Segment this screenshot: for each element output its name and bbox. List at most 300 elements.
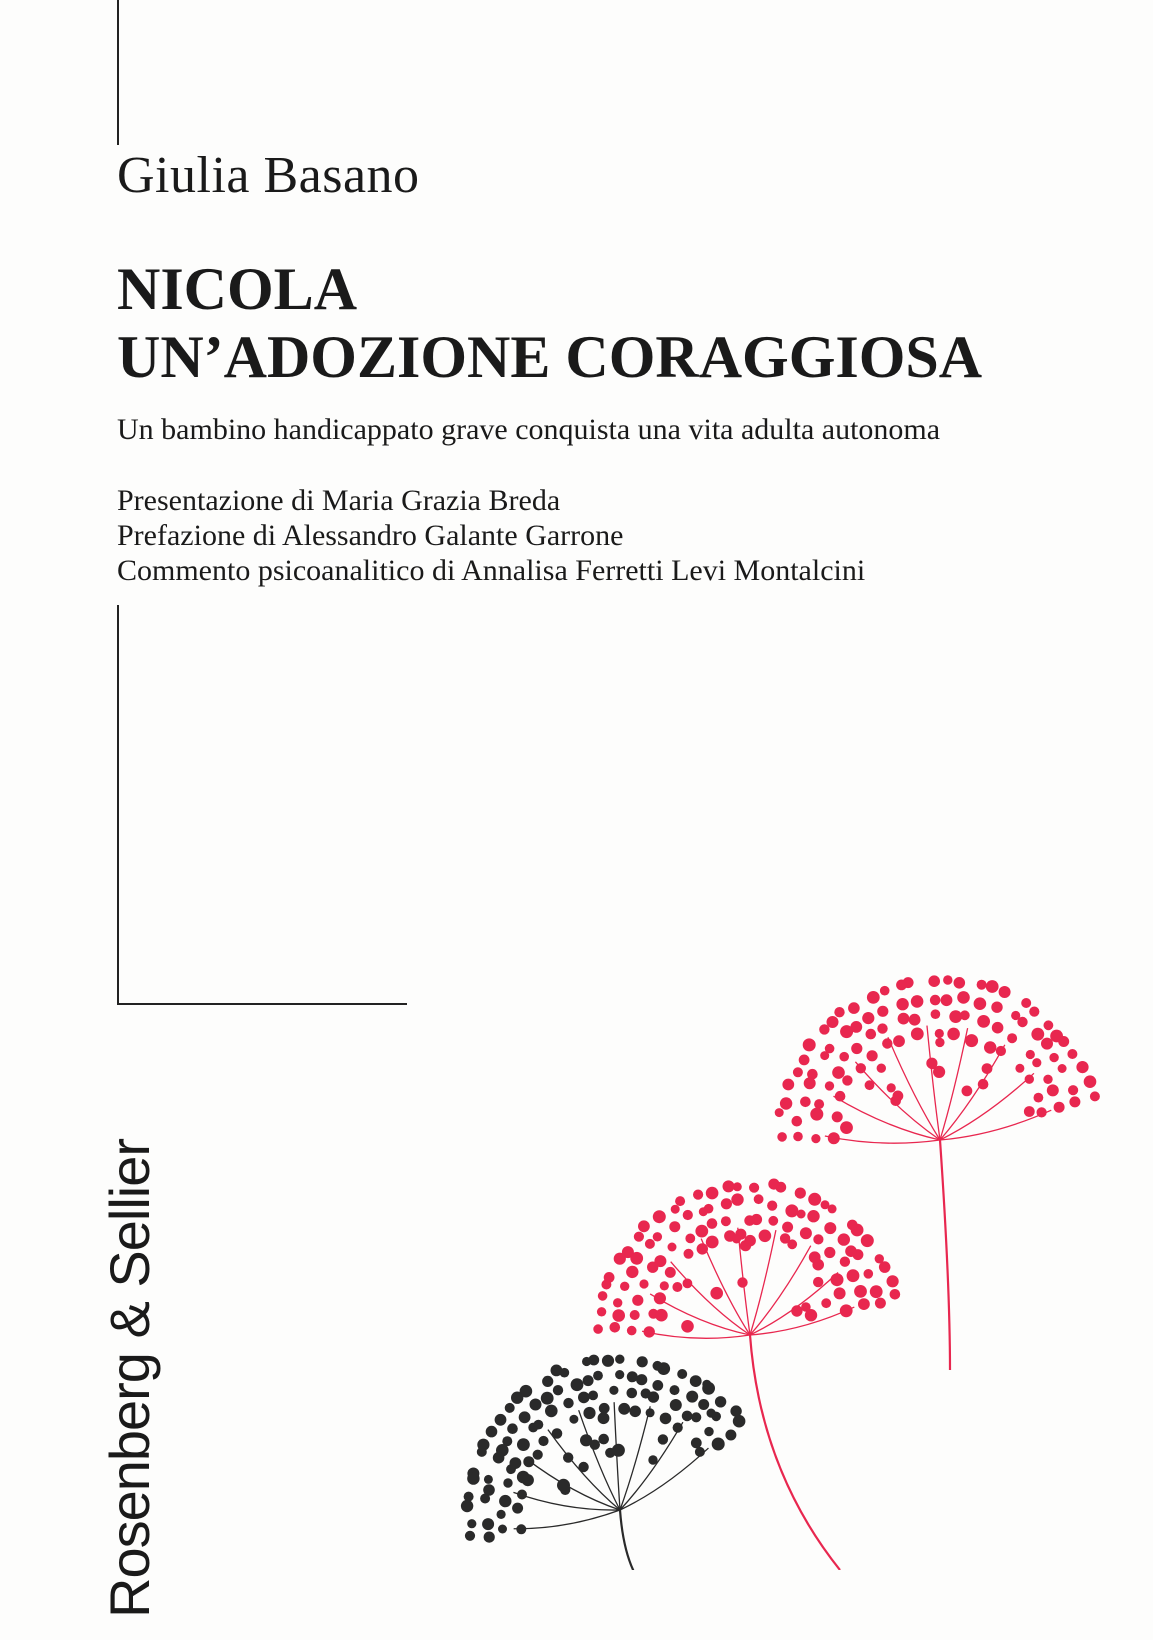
middle-red-umbel-floret	[875, 1298, 886, 1309]
large-red-umbel-floret	[840, 1025, 853, 1038]
large-red-umbel-floret	[1032, 1058, 1041, 1067]
large-red-umbel-floret	[811, 1134, 820, 1143]
large-red-umbel-floret	[909, 1014, 921, 1026]
large-red-umbel-floret	[777, 1132, 787, 1142]
large-red-umbel-floret	[810, 1108, 823, 1121]
large-red-umbel-floret	[866, 1029, 877, 1040]
large-red-umbel-floret	[832, 1066, 845, 1079]
middle-red-umbel-floret	[654, 1292, 666, 1304]
large-red-umbel-ray	[825, 1136, 940, 1143]
large-red-umbel-floret	[880, 986, 890, 996]
dark-umbel-floret	[528, 1423, 538, 1433]
middle-red-umbel-floret	[737, 1277, 747, 1287]
middle-red-umbel-floret	[732, 1235, 741, 1244]
middle-red-umbel-floret	[671, 1205, 680, 1214]
middle-red-umbel-floret	[808, 1193, 821, 1206]
middle-red-umbel-floret	[668, 1243, 677, 1252]
large-red-umbel-floret	[877, 1006, 888, 1017]
dark-umbel-floret	[563, 1398, 573, 1408]
horizontal-rule	[117, 1003, 407, 1005]
large-red-umbel-floret	[996, 1046, 1006, 1056]
large-red-umbel-floret	[911, 1028, 924, 1041]
middle-red-umbel-floret	[870, 1285, 883, 1298]
middle-red-umbel-floret	[780, 1233, 790, 1243]
middle-red-umbel-floret	[647, 1262, 658, 1273]
large-red-umbel-floret	[828, 1132, 840, 1144]
credit-preface: Prefazione di Alessandro Galante Garrone	[117, 519, 624, 552]
large-red-umbel-floret	[986, 980, 999, 993]
dark-umbel-floret	[467, 1472, 479, 1484]
large-red-umbel-floret	[947, 1028, 960, 1041]
middle-red-umbel-floret	[723, 1180, 735, 1192]
middle-red-umbel-floret	[813, 1234, 823, 1244]
large-red-umbel-floret	[793, 1067, 803, 1077]
dark-umbel-floret	[507, 1423, 518, 1434]
dark-umbel-floret	[599, 1403, 610, 1414]
dark-umbel-floret	[598, 1434, 609, 1445]
dark-umbel-floret	[465, 1531, 475, 1541]
middle-red-umbel-floret	[840, 1304, 853, 1317]
large-red-umbel-floret	[893, 1035, 905, 1047]
large-red-umbel-floret	[804, 1077, 816, 1089]
dark-umbel-floret	[677, 1369, 687, 1379]
middle-red-umbel-floret	[706, 1187, 719, 1200]
middle-red-umbel-floret	[768, 1179, 779, 1190]
large-red-umbel-floret	[974, 997, 987, 1010]
large-red-umbel-floret	[982, 1063, 993, 1074]
dark-umbel-floret	[499, 1495, 511, 1507]
dark-umbel-floret	[545, 1405, 558, 1418]
dark-umbel-floret	[682, 1411, 693, 1422]
middle-red-umbel-floret	[695, 1225, 708, 1238]
dark-umbel-floret	[627, 1388, 638, 1399]
middle-red-umbel-floret	[854, 1285, 867, 1298]
dark-umbel-floret	[467, 1519, 476, 1528]
middle-red-umbel-floret	[620, 1282, 629, 1291]
middle-red-umbel-floret	[612, 1309, 625, 1322]
middle-red-umbel-floret	[744, 1235, 756, 1247]
large-red-umbel-floret	[1021, 998, 1031, 1008]
middle-red-umbel-floret	[660, 1281, 669, 1290]
large-red-umbel-floret	[842, 1075, 852, 1085]
dark-umbel-floret	[571, 1378, 584, 1391]
middle-red-umbel-floret	[706, 1236, 719, 1249]
dark-umbel-floret	[704, 1427, 713, 1436]
dark-umbel-floret	[486, 1426, 498, 1438]
dark-umbel-floret	[627, 1371, 638, 1382]
middle-red-umbel-floret	[847, 1269, 860, 1282]
large-red-umbel-floret	[819, 1024, 829, 1034]
middle-red-umbel-floret	[610, 1322, 621, 1333]
middle-red-umbel-floret	[665, 1267, 676, 1278]
large-red-umbel-floret	[835, 1091, 846, 1102]
dark-umbel-floret	[691, 1438, 702, 1449]
large-red-umbel-floret	[1049, 1053, 1058, 1062]
dark-umbel-floret	[712, 1438, 725, 1451]
dark-umbel-floret	[480, 1494, 490, 1504]
middle-red-umbel-floret	[840, 1257, 850, 1267]
middle-red-umbel-floret	[638, 1220, 650, 1232]
middle-red-umbel-floret	[632, 1295, 643, 1306]
credit-commentary: Commento psicoanalitico di Annalisa Ferretti Levi Montalcini	[117, 554, 866, 587]
dark-umbel-floret	[493, 1452, 505, 1464]
large-red-umbel-floret	[992, 1022, 1004, 1034]
dark-umbel-floret	[551, 1365, 563, 1377]
large-red-umbel-floret	[1011, 1011, 1020, 1020]
middle-red-umbel-floret	[644, 1326, 655, 1337]
dark-umbel-floret	[516, 1524, 526, 1534]
dark-umbel-floret	[461, 1500, 473, 1512]
dark-umbel-floret	[598, 1412, 610, 1424]
large-red-umbel-floret	[1026, 1050, 1035, 1059]
large-red-umbel-floret	[954, 977, 966, 989]
large-red-umbel-floret	[935, 1029, 944, 1038]
middle-red-umbel-floret	[672, 1282, 682, 1292]
title-line-2: UN’ADOZIONE CORAGGIOSA	[117, 324, 983, 390]
middle-red-umbel-ray	[750, 1246, 811, 1335]
middle-red-umbel-floret	[744, 1215, 755, 1226]
dark-umbel-floret	[542, 1376, 553, 1387]
middle-red-umbel-floret	[800, 1227, 812, 1239]
vertical-rule-top	[117, 0, 119, 145]
middle-red-umbel-floret	[593, 1324, 603, 1334]
large-red-umbel-floret	[887, 1083, 896, 1092]
large-red-umbel-floret	[1067, 1049, 1077, 1059]
vertical-rule-middle	[117, 605, 119, 1005]
large-red-umbel-floret	[792, 1116, 803, 1127]
dark-umbel-floret	[563, 1452, 573, 1462]
middle-red-umbel-floret	[767, 1201, 777, 1211]
large-red-umbel-floret	[800, 1097, 811, 1108]
middle-red-umbel-floret	[858, 1298, 870, 1310]
large-red-umbel-floret	[1058, 1064, 1067, 1073]
large-red-umbel-floret	[1024, 1106, 1035, 1117]
dark-umbel-floret	[629, 1406, 641, 1418]
large-red-umbel-stem	[940, 1140, 950, 1370]
middle-red-umbel-floret	[731, 1193, 743, 1205]
dark-umbel-floret	[730, 1405, 741, 1416]
dark-umbel-floret	[512, 1503, 523, 1514]
dark-umbel-floret	[552, 1428, 563, 1439]
large-red-umbel-floret	[1031, 1028, 1044, 1041]
middle-red-umbel-floret	[601, 1280, 611, 1290]
dark-umbel-floret	[541, 1392, 554, 1405]
dark-umbel-floret	[530, 1399, 542, 1411]
large-red-umbel-floret	[935, 1038, 944, 1047]
large-red-umbel-floret	[775, 1108, 784, 1117]
middle-red-umbel-floret	[627, 1326, 637, 1336]
dark-umbel-floret	[673, 1423, 683, 1433]
dark-umbel-floret	[733, 1415, 746, 1428]
dark-umbel-floret	[533, 1450, 543, 1460]
middle-red-umbel-floret	[813, 1277, 823, 1287]
dark-umbel-floret	[553, 1385, 563, 1395]
large-red-umbel-floret	[896, 998, 908, 1010]
middle-red-umbel-floret	[655, 1309, 668, 1322]
dark-umbel-floret	[605, 1448, 615, 1458]
large-red-umbel-floret	[1025, 1075, 1034, 1084]
large-red-umbel-floret	[928, 975, 940, 987]
dark-umbel-floret	[658, 1434, 668, 1444]
dark-umbel-floret	[588, 1391, 598, 1401]
dark-umbel-floret	[484, 1532, 495, 1543]
large-red-umbel-floret	[1047, 1084, 1059, 1096]
large-red-umbel-floret	[911, 995, 924, 1008]
middle-red-umbel-floret	[614, 1253, 626, 1265]
middle-red-umbel-floret	[630, 1310, 640, 1320]
middle-red-umbel-floret	[754, 1194, 764, 1204]
title-line-1: NICOLA	[117, 256, 358, 322]
middle-red-umbel-floret	[821, 1298, 831, 1308]
large-red-umbel-floret	[799, 1055, 810, 1066]
middle-red-umbel-floret	[821, 1200, 830, 1209]
large-red-umbel-floret	[991, 1002, 1002, 1013]
middle-red-umbel-floret	[749, 1183, 759, 1193]
middle-red-umbel-floret	[847, 1220, 858, 1231]
middle-red-umbel-floret	[707, 1218, 718, 1229]
middle-red-umbel-floret	[683, 1210, 693, 1220]
large-red-umbel-floret	[867, 1050, 878, 1061]
large-red-umbel-floret	[865, 1080, 875, 1090]
middle-red-umbel-floret	[824, 1222, 836, 1234]
large-red-umbel-floret	[882, 1038, 892, 1048]
dark-umbel-floret	[636, 1374, 647, 1385]
large-red-umbel-floret	[1037, 1107, 1047, 1117]
middle-red-umbel-floret	[782, 1222, 793, 1233]
large-red-umbel-floret	[1069, 1096, 1080, 1107]
middle-red-umbel-floret	[597, 1307, 606, 1316]
dark-umbel-floret	[522, 1474, 534, 1486]
large-red-umbel-floret	[977, 980, 987, 990]
publisher-name: Rosenberg & Sellier	[98, 1138, 161, 1618]
dark-umbel-floret	[578, 1392, 590, 1404]
middle-red-umbel-floret	[768, 1216, 778, 1226]
dark-umbel-floret	[602, 1355, 614, 1367]
large-red-umbel-floret	[984, 1041, 996, 1053]
middle-red-umbel-floret	[683, 1279, 693, 1289]
dark-umbel-floret	[523, 1456, 534, 1467]
middle-red-umbel-floret	[697, 1243, 708, 1254]
dark-umbel-floret	[498, 1525, 507, 1534]
large-red-umbel-floret	[782, 1079, 794, 1091]
large-red-umbel-floret	[840, 1121, 853, 1134]
dark-umbel-floret	[652, 1380, 663, 1391]
middle-red-umbel-floret	[634, 1232, 644, 1242]
dark-umbel-ray	[514, 1510, 620, 1529]
dark-umbel-floret	[691, 1412, 701, 1422]
middle-red-umbel-floret	[759, 1230, 772, 1243]
dark-umbel-floret	[615, 1370, 624, 1379]
dark-umbel	[461, 1355, 746, 1543]
middle-red-umbel-floret	[685, 1234, 695, 1244]
credits-block	[117, 483, 865, 588]
large-red-umbel-floret	[1015, 1064, 1024, 1073]
dark-umbel-ray	[525, 1458, 620, 1510]
large-red-umbel-ray	[940, 1110, 1051, 1140]
middle-red-umbel-floret	[669, 1221, 680, 1232]
middle-red-umbel-floret	[809, 1251, 821, 1263]
large-red-umbel-floret	[1041, 1038, 1053, 1050]
middle-red-umbel-floret	[653, 1232, 662, 1241]
large-red-umbel-ray	[940, 1045, 1005, 1140]
dark-umbel-ray	[620, 1422, 683, 1510]
flower-illustration	[420, 950, 1100, 1570]
dark-umbel-floret	[581, 1435, 591, 1445]
middle-red-umbel-floret	[693, 1190, 703, 1200]
large-red-umbel-floret	[1007, 1033, 1017, 1043]
dark-umbel-floret	[637, 1356, 648, 1367]
dark-umbel-floret	[569, 1415, 578, 1424]
large-red-umbel-floret	[1054, 1102, 1065, 1113]
middle-red-umbel-stem	[750, 1335, 840, 1570]
large-red-umbel-floret	[839, 1052, 849, 1062]
large-red-umbel-floret	[930, 995, 941, 1006]
dark-umbel-floret	[646, 1408, 655, 1417]
dark-umbel-floret	[641, 1388, 651, 1398]
dark-umbel-floret	[511, 1392, 523, 1404]
middle-red-umbel-floret	[721, 1216, 731, 1226]
middle-red-umbel-floret	[875, 1254, 884, 1263]
large-red-umbel-floret	[814, 1099, 824, 1109]
large-red-umbel-floret	[851, 1043, 862, 1054]
credit-presentation: Presentazione di Maria Grazia Breda	[117, 484, 561, 517]
dark-umbel-floret	[593, 1371, 603, 1381]
dark-umbel-ray	[620, 1406, 650, 1510]
dark-umbel-floret	[506, 1464, 516, 1474]
middle-red-umbel-floret	[645, 1239, 655, 1249]
large-red-umbel-floret	[977, 1015, 990, 1028]
large-red-umbel-floret	[949, 1010, 962, 1023]
author-name: Giulia Basano	[117, 147, 420, 204]
dark-umbel-floret	[725, 1430, 736, 1441]
dark-umbel-floret	[615, 1355, 624, 1364]
large-red-umbel-floret	[978, 1079, 989, 1090]
large-red-umbel-floret	[848, 1002, 860, 1014]
dark-umbel-floret	[707, 1409, 716, 1418]
middle-red-umbel-floret	[639, 1279, 648, 1288]
middle-red-umbel-floret	[834, 1287, 846, 1299]
middle-red-umbel-floret	[598, 1291, 608, 1301]
dark-umbel-floret	[495, 1414, 507, 1426]
large-red-umbel-floret	[867, 991, 880, 1004]
dark-umbel-floret	[583, 1407, 595, 1419]
large-red-umbel-floret	[1034, 1093, 1044, 1103]
dark-umbel-floret	[609, 1386, 618, 1395]
middle-red-umbel-floret	[681, 1320, 694, 1333]
middle-red-umbel-floret	[801, 1302, 811, 1312]
dark-umbel-floret	[497, 1510, 506, 1519]
dark-umbel-floret	[690, 1375, 702, 1387]
middle-red-umbel-floret	[721, 1198, 732, 1209]
middle-red-umbel-floret	[795, 1188, 806, 1199]
large-red-umbel-floret	[1044, 1020, 1054, 1030]
dark-umbel-floret	[517, 1438, 530, 1451]
dark-umbel-floret	[505, 1403, 515, 1413]
middle-red-umbel-floret	[630, 1252, 643, 1265]
large-red-umbel-floret	[999, 986, 1011, 998]
large-red-umbel-floret	[780, 1097, 792, 1109]
middle-red-umbel-floret	[838, 1233, 850, 1245]
dark-umbel-floret	[582, 1357, 591, 1366]
large-red-umbel-floret	[941, 994, 953, 1006]
large-red-umbel-floret	[832, 1111, 843, 1122]
dark-umbel-floret	[648, 1455, 657, 1464]
large-red-umbel-floret	[965, 1034, 978, 1047]
dark-umbel-floret	[482, 1518, 494, 1530]
dark-umbel-floret	[686, 1391, 698, 1403]
large-red-umbel-floret	[834, 1007, 844, 1017]
dark-umbel-floret	[618, 1403, 630, 1415]
dark-umbel-floret	[695, 1447, 705, 1457]
middle-red-umbel-floret	[824, 1247, 835, 1258]
middle-red-umbel-floret	[807, 1210, 819, 1222]
middle-red-umbel-floret	[699, 1207, 708, 1216]
middle-red-umbel-ray	[642, 1331, 750, 1338]
book-title	[117, 255, 982, 391]
large-red-umbel-floret	[1090, 1091, 1100, 1101]
middle-red-umbel-floret	[653, 1210, 666, 1223]
dark-umbel-floret	[477, 1447, 487, 1457]
large-red-umbel-floret	[803, 1038, 816, 1051]
middle-red-umbel-floret	[710, 1287, 723, 1300]
middle-red-umbel-floret	[791, 1305, 802, 1316]
dark-umbel-floret	[698, 1399, 709, 1410]
middle-red-umbel-floret	[785, 1204, 798, 1217]
large-red-umbel-floret	[957, 991, 970, 1004]
large-red-umbel-floret	[890, 1095, 901, 1106]
large-red-umbel-floret	[820, 1051, 829, 1060]
middle-red-umbel-floret	[890, 1289, 901, 1300]
dark-umbel-floret	[484, 1475, 493, 1484]
dark-umbel-floret	[670, 1385, 680, 1395]
large-red-umbel-ray	[833, 1096, 940, 1140]
dark-umbel-floret	[517, 1490, 527, 1500]
middle-red-umbel-floret	[675, 1196, 685, 1206]
dark-umbel-floret	[538, 1436, 548, 1446]
large-red-umbel-floret	[1084, 1075, 1097, 1088]
dark-umbel-stem	[620, 1510, 740, 1570]
large-red-umbel-floret	[862, 1012, 874, 1024]
large-red-umbel-floret	[1043, 1075, 1052, 1084]
large-red-umbel-floret	[1068, 1085, 1078, 1095]
large-red-umbel-floret	[877, 1064, 886, 1073]
dark-umbel-ray	[620, 1448, 708, 1510]
dark-umbel-floret	[653, 1361, 663, 1371]
large-red-umbel-floret	[1029, 1007, 1039, 1017]
large-red-umbel-floret	[962, 1086, 973, 1097]
dark-umbel-floret	[519, 1411, 531, 1423]
middle-red-umbel-floret	[831, 1273, 844, 1286]
dark-umbel-floret	[578, 1462, 588, 1472]
large-red-umbel-floret	[896, 980, 907, 991]
middle-red-umbel-floret	[887, 1275, 899, 1287]
dark-umbel-floret	[715, 1396, 726, 1407]
dark-umbel-floret	[670, 1399, 682, 1411]
middle-red-umbel-floret	[861, 1234, 874, 1247]
book-subtitle: Un bambino handicappato grave conquista una vita adulta autonoma	[117, 413, 941, 446]
large-red-umbel-floret	[877, 1023, 887, 1033]
large-red-umbel-floret	[793, 1132, 803, 1142]
middle-red-umbel-floret	[626, 1266, 638, 1278]
large-red-umbel-floret	[825, 1081, 834, 1090]
large-red-umbel-floret	[926, 1058, 937, 1069]
large-red-umbel-floret	[931, 1009, 941, 1019]
dark-umbel-floret	[557, 1479, 570, 1492]
large-red-umbel-floret	[898, 1013, 910, 1025]
middle-red-umbel-floret	[845, 1245, 857, 1257]
dark-umbel-floret	[583, 1375, 594, 1386]
middle-red-umbel-floret	[684, 1249, 694, 1259]
